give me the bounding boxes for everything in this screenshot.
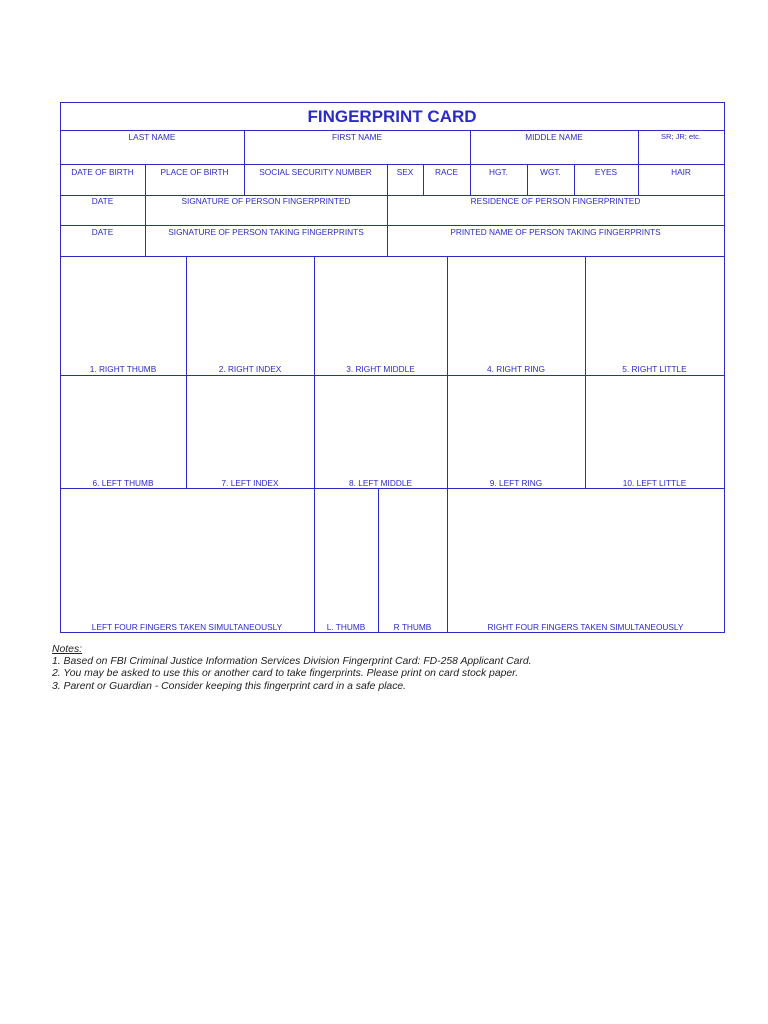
left-index-label: 7. LEFT INDEX — [221, 478, 279, 488]
right-thumb-simultaneous-label: R THUMB — [393, 622, 432, 632]
weight-label: WGT. — [540, 167, 561, 177]
last-name-label: LAST NAME — [128, 132, 176, 142]
right-little-label: 5. RIGHT LITTLE — [622, 364, 687, 374]
first-name-label: FIRST NAME — [331, 132, 383, 142]
right-four-fingers-label: RIGHT FOUR FINGERS TAKEN SIMULTANEOUSLY — [487, 622, 684, 632]
residence-label: RESIDENCE OF PERSON FINGERPRINTED — [470, 196, 641, 206]
date-of-birth-label: DATE OF BIRTH — [71, 167, 134, 177]
left-little-label: 10. LEFT LITTLE — [622, 478, 687, 488]
right-middle-label: 3. RIGHT MIDDLE — [346, 364, 415, 374]
left-middle-label: 8. LEFT MIDDLE — [348, 478, 412, 488]
note-item: 2. You may be asked to use this or another card to take fingerprints. Please print on card stock paper. — [52, 668, 519, 680]
notes-section — [52, 644, 532, 693]
left-four-fingers-label: LEFT FOUR FINGERS TAKEN SIMULTANEOUSLY — [91, 622, 283, 632]
suffix-label: SR; JR; etc. — [660, 132, 701, 141]
signature-fingerprinted-label: SIGNATURE OF PERSON FINGERPRINTED — [181, 196, 351, 206]
printed-name-label: PRINTED NAME OF PERSON TAKING FINGERPRINTS — [450, 227, 661, 237]
left-thumb-simultaneous-label: L. THUMB — [326, 622, 366, 632]
left-thumb-label: 6. LEFT THUMB — [92, 478, 154, 488]
sex-label: SEX — [396, 167, 414, 177]
left-ring-label: 9. LEFT RING — [489, 478, 543, 488]
date-label: DATE — [91, 196, 114, 206]
date-label-2: DATE — [91, 227, 114, 237]
middle-name-label: MIDDLE NAME — [525, 132, 583, 142]
height-label: HGT. — [489, 167, 508, 177]
right-index-label: 2. RIGHT INDEX — [218, 364, 282, 374]
right-ring-label: 4. RIGHT RING — [487, 364, 545, 374]
right-thumb-label: 1. RIGHT THUMB — [89, 364, 157, 374]
note-item: 3. Parent or Guardian - Consider keeping this fingerprint card in a safe place. — [52, 680, 407, 692]
place-of-birth-label: PLACE OF BIRTH — [160, 167, 229, 177]
card-title: FINGERPRINT CARD — [307, 107, 477, 126]
eyes-label: EYES — [594, 167, 618, 177]
ssn-label: SOCIAL SECURITY NUMBER — [259, 167, 372, 177]
hair-label: HAIR — [671, 167, 691, 177]
note-item: 1. Based on FBI Criminal Justice Information Services Division Fingerprint Card: FD-258 Applicant Card. — [52, 656, 532, 668]
race-label: RACE — [434, 167, 459, 177]
signature-taker-label: SIGNATURE OF PERSON TAKING FINGERPRINTS — [168, 227, 364, 237]
notes-heading: Notes: — [52, 644, 83, 655]
